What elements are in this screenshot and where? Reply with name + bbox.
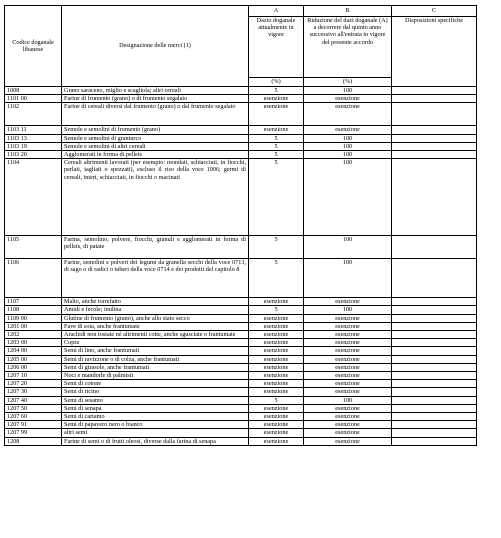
- row-code: 1108: [5, 306, 62, 314]
- table-row: [5, 151, 477, 159]
- row-provisions-c: [392, 347, 477, 355]
- table-row: [5, 306, 477, 314]
- header-a-letter: A: [249, 6, 304, 17]
- row-reduction-b: 100: [304, 159, 392, 236]
- row-description: Semole e semolini di frumento (grano): [62, 126, 249, 134]
- table-row: [5, 421, 477, 429]
- row-duty-a: esenzione: [249, 404, 304, 412]
- row-description: Semole e semolini di granturco: [62, 134, 249, 142]
- tariff-document: [4, 5, 477, 446]
- row-code: 1207 91: [5, 421, 62, 429]
- table-row: [5, 314, 477, 322]
- row-provisions-c: [392, 339, 477, 347]
- row-description: Semi di cotone: [62, 380, 249, 388]
- row-reduction-b: 100: [304, 259, 392, 298]
- row-code: 1104: [5, 159, 62, 236]
- row-reduction-b: esenzione: [304, 103, 392, 126]
- row-duty-a: esenzione: [249, 347, 304, 355]
- row-code: 1207 60: [5, 413, 62, 421]
- row-reduction-b: 100: [304, 306, 392, 314]
- row-duty-a: esenzione: [249, 437, 304, 445]
- row-reduction-b: esenzione: [304, 314, 392, 322]
- table-row: [5, 95, 477, 103]
- row-provisions-c: [392, 134, 477, 142]
- row-duty-a: esenzione: [249, 322, 304, 330]
- row-reduction-b: 100: [304, 151, 392, 159]
- row-description: Semi di ricino: [62, 388, 249, 396]
- table-row: [5, 429, 477, 437]
- table-row: [5, 396, 477, 404]
- table-row: [5, 322, 477, 330]
- row-duty-a: esenzione: [249, 421, 304, 429]
- row-description: Semi di ravizzone o di colza, anche frantumati: [62, 355, 249, 363]
- row-description: Semole e semolini di altri cereali: [62, 142, 249, 150]
- table-row: [5, 388, 477, 396]
- row-description: Amidi e fecole; inulina: [62, 306, 249, 314]
- row-reduction-b: esenzione: [304, 388, 392, 396]
- row-reduction-b: esenzione: [304, 372, 392, 380]
- table-row: [5, 134, 477, 142]
- row-code: 1107: [5, 298, 62, 306]
- row-reduction-b: esenzione: [304, 404, 392, 412]
- row-code: 1201 00: [5, 322, 62, 330]
- row-provisions-c: [392, 380, 477, 388]
- row-description: Arachidi non tostate né altrimenti cotte, anche sgusciate o frantumate: [62, 331, 249, 339]
- row-code: 1207 50: [5, 404, 62, 412]
- row-duty-a: esenzione: [249, 380, 304, 388]
- row-reduction-b: 100: [304, 142, 392, 150]
- row-duty-a: 5: [249, 259, 304, 298]
- header-description: [62, 6, 249, 87]
- row-duty-a: 5: [249, 159, 304, 236]
- table-row: [5, 142, 477, 150]
- row-description: Semi di sesamo: [62, 396, 249, 404]
- row-description: Malto, anche torrefatto: [62, 298, 249, 306]
- row-description: Semi di girasole, anche frantumati: [62, 363, 249, 371]
- table-row: [5, 363, 477, 371]
- row-reduction-b: 100: [304, 396, 392, 404]
- row-code: 1207 40: [5, 396, 62, 404]
- row-code: 1207 20: [5, 380, 62, 388]
- table-row: [5, 126, 477, 134]
- row-provisions-c: [392, 372, 477, 380]
- row-provisions-c: [392, 306, 477, 314]
- row-duty-a: esenzione: [249, 339, 304, 347]
- row-duty-a: 5: [249, 151, 304, 159]
- table-row: [5, 159, 477, 236]
- row-provisions-c: [392, 298, 477, 306]
- row-code: 1207 30: [5, 388, 62, 396]
- row-reduction-b: 100: [304, 87, 392, 95]
- header-a-title: Dazio doganale attualmente in vigore: [249, 17, 304, 78]
- table-row: [5, 437, 477, 445]
- table-row: [5, 372, 477, 380]
- header-code-label: Codice doganale libanese: [12, 38, 54, 53]
- table-row: [5, 339, 477, 347]
- row-description: Farine di frumento (grano) o di frumento segalato: [62, 95, 249, 103]
- row-reduction-b: esenzione: [304, 380, 392, 388]
- row-duty-a: esenzione: [249, 372, 304, 380]
- row-provisions-c: [392, 413, 477, 421]
- row-duty-a: esenzione: [249, 331, 304, 339]
- header-letter-row: [5, 6, 477, 17]
- row-provisions-c: [392, 87, 477, 95]
- row-provisions-c: [392, 159, 477, 236]
- row-description: Farine, semolini e polveri dei legumi da granella secchi della voce 0713, di sago o di radici o tuberi della voce 0714 e dei prodotti del capitolo 8: [62, 259, 249, 298]
- row-code: 1203 00: [5, 339, 62, 347]
- row-description: altri semi: [62, 429, 249, 437]
- row-reduction-b: esenzione: [304, 347, 392, 355]
- row-description: Farine di semi o di frutti oleosi, diverse dalla farina di senapa: [62, 437, 249, 445]
- header-code: [5, 6, 62, 87]
- row-provisions-c: [392, 363, 477, 371]
- table-row: [5, 87, 477, 95]
- row-provisions-c: [392, 421, 477, 429]
- row-reduction-b: esenzione: [304, 355, 392, 363]
- row-reduction-b: esenzione: [304, 331, 392, 339]
- row-provisions-c: [392, 322, 477, 330]
- table-row: [5, 259, 477, 298]
- row-provisions-c: [392, 404, 477, 412]
- row-reduction-b: esenzione: [304, 429, 392, 437]
- row-reduction-b: esenzione: [304, 339, 392, 347]
- row-code: 1103 11: [5, 126, 62, 134]
- row-description: Semi di papavero nero o bianco: [62, 421, 249, 429]
- header-b-letter: B: [304, 6, 392, 17]
- header-a-unit: (%): [249, 78, 304, 87]
- row-duty-a: esenzione: [249, 314, 304, 322]
- row-provisions-c: [392, 388, 477, 396]
- header-b-title: Riduzione del dazi doganale (A) a decorrere dal quinto anno successivo all'entrata in vigore del presente accordo: [304, 17, 392, 78]
- table-row: [5, 103, 477, 126]
- row-code: 1204 00: [5, 347, 62, 355]
- row-code: 1207 10: [5, 372, 62, 380]
- row-reduction-b: esenzione: [304, 413, 392, 421]
- row-description: Farine di cereali diversi dal frumento (grano) o dal frumento segalato: [62, 103, 249, 126]
- row-duty-a: esenzione: [249, 126, 304, 134]
- row-description: Glutine di frumento (grano), anche allo stato secco: [62, 314, 249, 322]
- row-provisions-c: [392, 95, 477, 103]
- row-duty-a: esenzione: [249, 298, 304, 306]
- header-c-title: Disposizioni specifiche: [392, 17, 477, 87]
- row-code: 1102: [5, 103, 62, 126]
- row-reduction-b: esenzione: [304, 322, 392, 330]
- row-duty-a: 5: [249, 306, 304, 314]
- row-provisions-c: [392, 142, 477, 150]
- row-provisions-c: [392, 126, 477, 134]
- row-description: Farina, semolino, polvere, fiocchi, granuli e agglomerati in forma di pellets, di patate: [62, 236, 249, 259]
- row-provisions-c: [392, 331, 477, 339]
- header-c-letter: C: [392, 6, 477, 17]
- row-description: Noci e mandorle di palmisti: [62, 372, 249, 380]
- row-code: 1208: [5, 437, 62, 445]
- table-row: [5, 236, 477, 259]
- header-description-label: Designazione delle merci (1): [119, 42, 191, 50]
- table-row: [5, 413, 477, 421]
- row-reduction-b: esenzione: [304, 437, 392, 445]
- row-duty-a: 5: [249, 236, 304, 259]
- row-duty-a: 5: [249, 87, 304, 95]
- row-reduction-b: esenzione: [304, 421, 392, 429]
- row-duty-a: esenzione: [249, 429, 304, 437]
- row-code: 1207 99: [5, 429, 62, 437]
- table-row: [5, 298, 477, 306]
- row-reduction-b: esenzione: [304, 298, 392, 306]
- row-reduction-b: esenzione: [304, 126, 392, 134]
- row-description: Agglomerati in forma di pellets: [62, 151, 249, 159]
- table-row: [5, 347, 477, 355]
- row-code: 1109 00: [5, 314, 62, 322]
- table-row: [5, 380, 477, 388]
- row-provisions-c: [392, 259, 477, 298]
- row-description: Fave di soia, anche frantumate: [62, 322, 249, 330]
- row-reduction-b: 100: [304, 236, 392, 259]
- row-code: 1202: [5, 331, 62, 339]
- header-b-unit: (%): [304, 78, 392, 87]
- row-duty-a: 5: [249, 134, 304, 142]
- row-code: 1206 00: [5, 363, 62, 371]
- row-provisions-c: [392, 151, 477, 159]
- row-duty-a: esenzione: [249, 388, 304, 396]
- row-description: Grano saraceno, miglio e scagliola; altri cereali: [62, 87, 249, 95]
- row-code: 1106: [5, 259, 62, 298]
- row-code: 1103 19: [5, 142, 62, 150]
- row-code: 1008: [5, 87, 62, 95]
- row-provisions-c: [392, 437, 477, 445]
- row-description: Copra: [62, 339, 249, 347]
- row-reduction-b: esenzione: [304, 95, 392, 103]
- row-description: Cereali altrimenti lavorati (per esempio: mondati, schiacciati, in fiocchi, perlati, tagliati o spezzati), escluso il riso della voce 1006; germi di cereali, interi, schiacciati, in fiocchi o macinati: [62, 159, 249, 236]
- row-provisions-c: [392, 396, 477, 404]
- row-code: 1103 20: [5, 151, 62, 159]
- row-duty-a: esenzione: [249, 413, 304, 421]
- row-duty-a: esenzione: [249, 355, 304, 363]
- row-code: 1205 00: [5, 355, 62, 363]
- row-reduction-b: esenzione: [304, 363, 392, 371]
- row-reduction-b: 100: [304, 134, 392, 142]
- row-description: Semi di senapa: [62, 404, 249, 412]
- row-duty-a: esenzione: [249, 363, 304, 371]
- row-description: Semi di lino, anche frantumati: [62, 347, 249, 355]
- row-provisions-c: [392, 103, 477, 126]
- row-provisions-c: [392, 236, 477, 259]
- row-duty-a: 5: [249, 142, 304, 150]
- row-duty-a: esenzione: [249, 95, 304, 103]
- row-duty-a: esenzione: [249, 103, 304, 126]
- row-description: Semi di cartamo: [62, 413, 249, 421]
- table-row: [5, 331, 477, 339]
- row-duty-a: 5: [249, 396, 304, 404]
- row-code: 1101 00: [5, 95, 62, 103]
- tariff-rows: [5, 87, 477, 446]
- table-row: [5, 355, 477, 363]
- row-code: 1105: [5, 236, 62, 259]
- row-provisions-c: [392, 314, 477, 322]
- row-provisions-c: [392, 355, 477, 363]
- table-row: [5, 404, 477, 412]
- tariff-table: [4, 5, 477, 446]
- row-provisions-c: [392, 429, 477, 437]
- row-code: 1103 13: [5, 134, 62, 142]
